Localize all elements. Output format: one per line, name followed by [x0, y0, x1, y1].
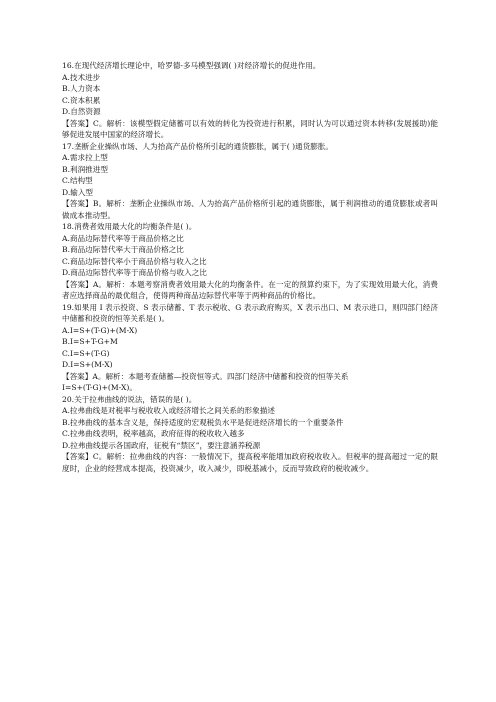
option-a: A.需求拉上型 [62, 153, 108, 162]
question-stem: 19.如果用 I 表示投资、S 表示储蓄、T 表示税收、G 表示政府购买，X 表示出口、M 表示进口，则四部门经济中储蓄和投资的恒等关系是( )。 [62, 302, 438, 323]
question-18 [62, 221, 438, 302]
option-b: B.商品边际替代率大于商品价格之比 [62, 245, 184, 254]
option-a: A.技术进步 [62, 72, 101, 82]
option-b: B.利润推进型 [62, 164, 108, 174]
option-b: B.I=S+T-G+M [62, 337, 118, 346]
question-stem: 18.消费者效用最大化的均衡条件是( )。 [62, 222, 197, 231]
option-c: C.商品边际替代率小于商品价格与收入之比 [62, 256, 207, 266]
answer-explanation: 【答案】A。解析：本题考察消费者效用最大化的均衡条件。在一定的预算约束下，为了实现效用最大化，消费者应选择商品的最优组合，使得两种商品边际替代率等于两种商品的价格比。 [62, 279, 438, 300]
question-stem: 17.垄断企业操纵市场、人为抬高产品价格所引起的通货膨胀，属于( )通货膨胀。 [62, 141, 334, 151]
question-16 [62, 60, 438, 141]
option-d: D.输入型 [62, 187, 94, 197]
option-b: B.拉弗曲线的基本含义是，保持适度的宏观税负水平是促进经济增长的一个重要条件 [62, 417, 344, 427]
document-body [62, 60, 438, 474]
question-stem: 16.在现代经济增长理论中，哈罗德-多马模型强调( )对经济增长的促进作用。 [62, 61, 321, 70]
option-c: C.I=S+(T-G) [62, 348, 110, 358]
question-stem: 20.关于拉弗曲线的说法，错误的是( )。 [62, 394, 197, 404]
option-d: D.I=S+(M-X) [62, 360, 113, 369]
question-19 [62, 302, 438, 394]
option-d: D.拉弗曲线提示各国政府，征税有“禁区”，要注意涵养税源 [62, 440, 261, 450]
question-20 [62, 394, 438, 475]
answer-formula: I=S+(T-G)+(M-X)。 [62, 383, 137, 392]
option-d: D.自然资源 [62, 107, 101, 116]
option-c: C.资本积累 [62, 95, 101, 105]
option-c: C.拉弗曲线表明，税率越高，政府征得的税收收入越多 [62, 429, 245, 438]
answer-explanation: 【答案】C。解析：该模型假定储蓄可以有效的转化为投资进行积累，同时认为可以通过资本转移(发展援助)能够促进发展中国家的经济增长。 [62, 118, 438, 139]
question-17 [62, 141, 438, 222]
option-b: B.人力资本 [62, 84, 101, 93]
option-a: A.商品边际替代率等于商品价格之比 [62, 233, 184, 243]
option-d: D.商品边际替代率等于商品价格与收入之比 [62, 268, 207, 277]
option-a: A.拉弗曲线是对税率与税收收入或经济增长之间关系的形象描述 [62, 406, 275, 415]
answer-explanation: 【答案】A。解析：本题考查储蓄—投资恒等式。四部门经济中储蓄和投资的恒等关系 [62, 371, 349, 381]
option-a: A.I=S+(T-G)+(M-X) [62, 325, 138, 335]
option-c: C.结构型 [62, 176, 93, 185]
answer-explanation: 【答案】B。解析：垄断企业操纵市场、人为抬高产品价格所引起的通货膨胀，属于利润推动的通货膨胀或者叫做成本推动型。 [62, 199, 438, 220]
answer-explanation: 【答案】C。解析：拉弗曲线的内容：一般情况下，提高税率能增加政府税收收入。但税率的提高超过一定的限度时，企业的经营成本提高，投资减少，收入减少，即税基减小，反而导致政府的税收减少。 [62, 452, 438, 473]
